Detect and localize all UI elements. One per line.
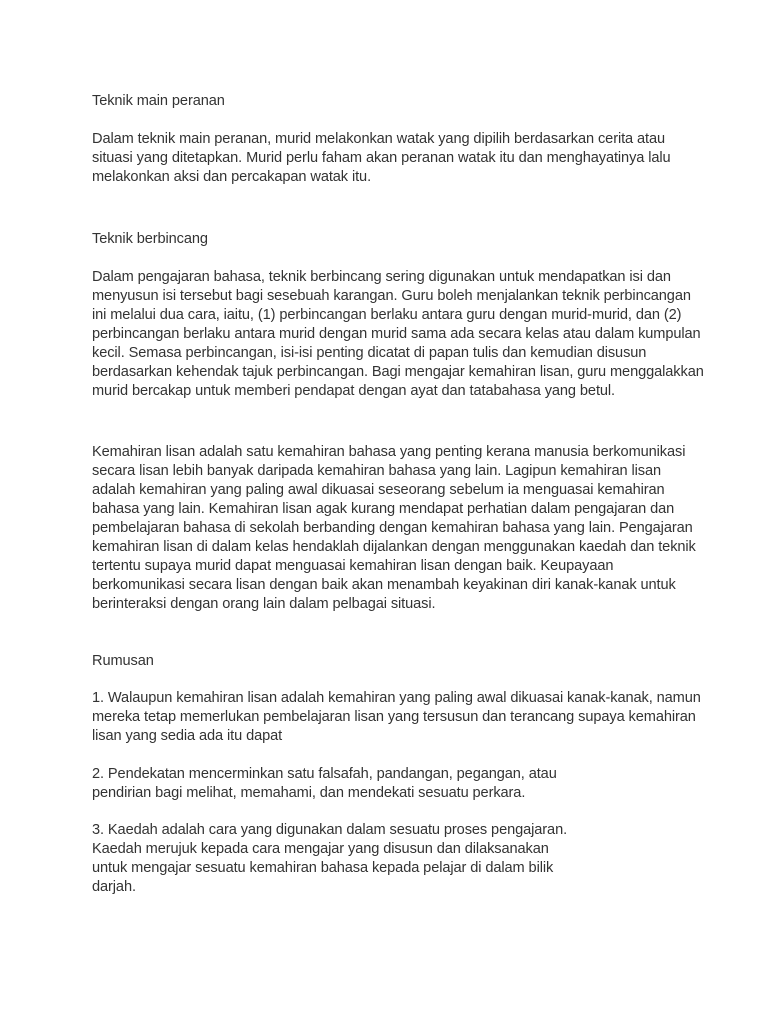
heading-text: Teknik main peranan [92, 93, 225, 109]
list-item-line: mereka tetap memerlukan pembelajaran lisan yang tersusun dan terancang supaya kemahiran [92, 709, 696, 725]
list-item-line: lisan yang sedia ada itu dapat [92, 728, 283, 744]
heading-teknik-berbincang [92, 230, 208, 249]
paragraph-line: berdasarkan kehendak tajuk perbincangan. Bagi mengajar kemahiran lisan, guru menggalakkan [92, 364, 704, 380]
paragraph-line: perbincangan berlaku antara murid dengan murid sama ada secara kelas atau dalam kumpulan [92, 326, 701, 342]
heading-text: Rumusan [92, 653, 154, 669]
list-item-line: 3. Kaedah adalah cara yang digunakan dalam sesuatu proses pengajaran. [92, 822, 568, 838]
rumusan-item-2 [92, 765, 557, 803]
paragraph-line: melakonkan aksi dan percakapan watak itu. [92, 169, 372, 185]
paragraph-line: menyusun isi tersebut bagi sesebuah karangan. Guru boleh menjalankan teknik perbincangan [92, 288, 691, 304]
list-item-line: 1. Walaupun kemahiran lisan adalah kemahiran yang paling awal dikuasai kanak-kanak, namun [92, 690, 701, 706]
list-item-line: Kaedah merujuk kepada cara mengajar yang disusun dan dilaksanakan [92, 841, 549, 857]
list-item-line: pendirian bagi melihat, memahami, dan mendekati sesuatu perkara. [92, 785, 526, 801]
list-item-line: untuk mengajar sesuatu kemahiran bahasa kepada pelajar di dalam bilik [92, 860, 554, 876]
paragraph-line: pembelajaran bahasa di sekolah berbanding dengan kemahiran bahasa yang lain. Pengajaran [92, 520, 693, 536]
paragraph-line: Dalam pengajaran bahasa, teknik berbincang sering digunakan untuk mendapatkan isi dan [92, 269, 671, 285]
paragraph-line: berinteraksi dengan orang lain dalam pelbagai situasi. [92, 596, 436, 612]
rumusan-item-3 [92, 821, 567, 897]
paragraph-line: bahasa yang lain. Kemahiran lisan agak kurang mendapat perhatian dalam pengajaran dan [92, 501, 675, 517]
rumusan-item-1 [92, 689, 701, 746]
heading-text: Teknik berbincang [92, 231, 208, 247]
paragraph-line: Dalam teknik main peranan, murid melakonkan watak yang dipilih berdasarkan cerita atau [92, 131, 666, 147]
paragraph-line: berkomunikasi secara lisan dengan baik akan menambah keyakinan diri kanak-kanak untuk [92, 577, 676, 593]
paragraph-berbincang [92, 268, 704, 401]
paragraph-line: murid bercakap untuk memberi pendapat dengan ayat dan tatabahasa yang betul. [92, 383, 616, 399]
paragraph-kemahiran-lisan [92, 443, 696, 614]
paragraph-line: situasi yang ditetapkan. Murid perlu faham akan peranan watak itu dan menghayatinya lalu [92, 150, 671, 166]
paragraph-line: kecil. Semasa perbincangan, isi-isi penting dicatat di papan tulis dan kemudian disusun [92, 345, 647, 361]
paragraph-main-peranan [92, 130, 671, 187]
list-item-line: darjah. [92, 879, 136, 895]
paragraph-line: tertentu supaya murid dapat menguasai kemahiran lisan dengan baik. Keupayaan [92, 558, 614, 574]
paragraph-line: ini melalui dua cara, iaitu, (1) perbincangan berlaku antara guru dengan murid-murid, dan (2) [92, 307, 682, 323]
paragraph-line: adalah kemahiran yang paling awal dikuasai seseorang sebelum ia menguasai kemahiran [92, 482, 665, 498]
paragraph-line: kemahiran lisan di dalam kelas hendaklah dijalankan dengan menggunakan kaedah dan teknik [92, 539, 696, 555]
heading-rumusan [92, 652, 154, 671]
paragraph-line: secara lisan lebih banyak daripada kemahiran bahasa yang lain. Lagipun kemahiran lisan [92, 463, 662, 479]
heading-teknik-main-peranan [92, 92, 225, 111]
paragraph-line: Kemahiran lisan adalah satu kemahiran bahasa yang penting kerana manusia berkomunikasi [92, 444, 686, 460]
list-item-line: 2. Pendekatan mencerminkan satu falsafah, pandangan, pegangan, atau [92, 766, 557, 782]
